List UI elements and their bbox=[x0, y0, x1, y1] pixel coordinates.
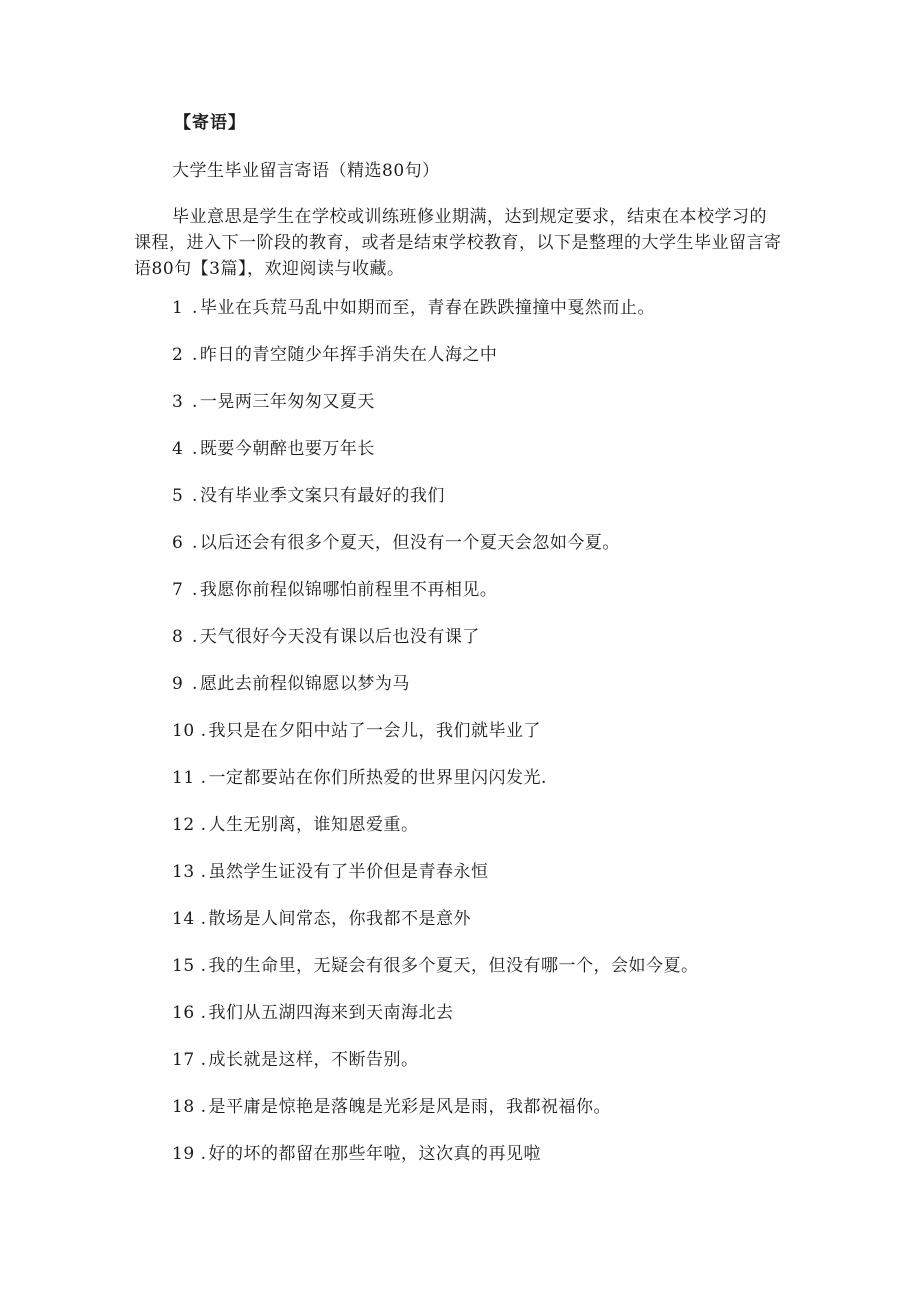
item-number: 5 bbox=[172, 486, 184, 506]
list-item: 17 . 成长就是这样，不断告别。 bbox=[172, 1045, 699, 1092]
list-item: 1 . 毕业在兵荒马乱中如期而至，青春在跌跌撞撞中戛然而止。 bbox=[172, 293, 699, 340]
item-number: 2 bbox=[172, 345, 184, 365]
item-text: 散场是人间常态，你我都不是意外 bbox=[208, 909, 472, 929]
item-text: 没有毕业季文案只有最好的我们 bbox=[199, 486, 445, 506]
item-number: 7 bbox=[172, 580, 184, 600]
list-item: 11 . 一定都要站在你们所热爱的世界里闪闪发光. bbox=[172, 763, 699, 810]
item-number: 4 bbox=[172, 439, 184, 459]
item-text: 一定都要站在你们所热爱的世界里闪闪发光. bbox=[208, 768, 547, 788]
item-number: 15 bbox=[172, 956, 195, 976]
list-item: 15 . 我的生命里，无疑会有很多个夏天，但没有哪一个，会如今夏。 bbox=[172, 951, 699, 998]
item-text: 我只是在夕阳中站了一会儿，我们就毕业了 bbox=[208, 721, 542, 741]
item-text: 虽然学生证没有了半价但是青春永恒 bbox=[208, 862, 489, 882]
list-item: 3 . 一晃两三年匆匆又夏天 bbox=[172, 387, 699, 434]
list-item: 9 . 愿此去前程似锦愿以梦为马 bbox=[172, 669, 699, 716]
item-text: 我愿你前程似锦哪怕前程里不再相见。 bbox=[199, 580, 498, 600]
list-item: 16 . 我们从五湖四海来到天南海北去 bbox=[172, 998, 699, 1045]
item-text: 是平庸是惊艳是落魄是光彩是风是雨，我都祝福你。 bbox=[208, 1097, 612, 1117]
list-item: 12 . 人生无别离，谁知恩爱重。 bbox=[172, 810, 699, 857]
item-number: 17 bbox=[172, 1050, 195, 1070]
item-number: 12 bbox=[172, 815, 195, 835]
list-item: 19 . 好的坏的都留在那些年啦，这次真的再见啦 bbox=[172, 1139, 699, 1186]
list-item: 18 . 是平庸是惊艳是落魄是光彩是风是雨，我都祝福你。 bbox=[172, 1092, 699, 1139]
item-text: 天气很好今天没有课以后也没有课了 bbox=[199, 627, 480, 647]
item-number: 13 bbox=[172, 862, 195, 882]
item-number: 16 bbox=[172, 1003, 195, 1023]
item-text: 成长就是这样，不断告别。 bbox=[208, 1050, 419, 1070]
list-item: 4 . 既要今朝醉也要万年长 bbox=[172, 434, 699, 481]
item-number: 14 bbox=[172, 909, 195, 929]
item-number: 11 bbox=[172, 768, 195, 788]
item-text: 人生无别离，谁知恩爱重。 bbox=[208, 815, 419, 835]
item-text: 愿此去前程似锦愿以梦为马 bbox=[199, 674, 410, 694]
item-number: 3 bbox=[172, 392, 184, 412]
quote-list bbox=[172, 293, 699, 1186]
item-text: 好的坏的都留在那些年啦，这次真的再见啦 bbox=[208, 1144, 542, 1164]
item-text: 我的生命里，无疑会有很多个夏天，但没有哪一个，会如今夏。 bbox=[208, 956, 699, 976]
list-item: 8 . 天气很好今天没有课以后也没有课了 bbox=[172, 622, 699, 669]
list-item: 6 . 以后还会有很多个夏天，但没有一个夏天会忽如今夏。 bbox=[172, 528, 699, 575]
item-text: 昨日的青空随少年挥手消失在人海之中 bbox=[199, 345, 498, 365]
item-number: 10 bbox=[172, 721, 195, 741]
list-item: 14 . 散场是人间常态，你我都不是意外 bbox=[172, 904, 699, 951]
item-text: 毕业在兵荒马乱中如期而至，青春在跌跌撞撞中戛然而止。 bbox=[199, 298, 655, 318]
item-text: 以后还会有很多个夏天，但没有一个夏天会忽如今夏。 bbox=[199, 533, 620, 553]
list-item: 2 . 昨日的青空随少年挥手消失在人海之中 bbox=[172, 340, 699, 387]
item-text: 我们从五湖四海来到天南海北去 bbox=[208, 1003, 454, 1023]
intro-paragraph: 毕业意思是学生在学校或训练班修业期满，达到规定要求，结束在本校学习的课程，进入下一阶段的教育，或者是结束学校教育，以下是整理的大学生毕业留言寄语80句【3篇】，欢迎阅读与收藏。 bbox=[134, 207, 782, 279]
item-number: 6 bbox=[172, 533, 184, 553]
item-text: 既要今朝醉也要万年长 bbox=[199, 439, 375, 459]
item-number: 9 bbox=[172, 674, 184, 694]
item-number: 19 bbox=[172, 1144, 195, 1164]
item-number: 1 bbox=[172, 298, 184, 318]
list-item: 13 . 虽然学生证没有了半价但是青春永恒 bbox=[172, 857, 699, 904]
item-number: 8 bbox=[172, 627, 184, 647]
section-tag: 【寄语】 bbox=[174, 113, 246, 133]
item-number: 18 bbox=[172, 1097, 195, 1117]
document-title: 大学生毕业留言寄语（精选80句） bbox=[172, 161, 440, 181]
list-item: 5 . 没有毕业季文案只有最好的我们 bbox=[172, 481, 699, 528]
list-item: 10 . 我只是在夕阳中站了一会儿，我们就毕业了 bbox=[172, 716, 699, 763]
item-text: 一晃两三年匆匆又夏天 bbox=[199, 392, 375, 412]
list-item: 7 . 我愿你前程似锦哪怕前程里不再相见。 bbox=[172, 575, 699, 622]
